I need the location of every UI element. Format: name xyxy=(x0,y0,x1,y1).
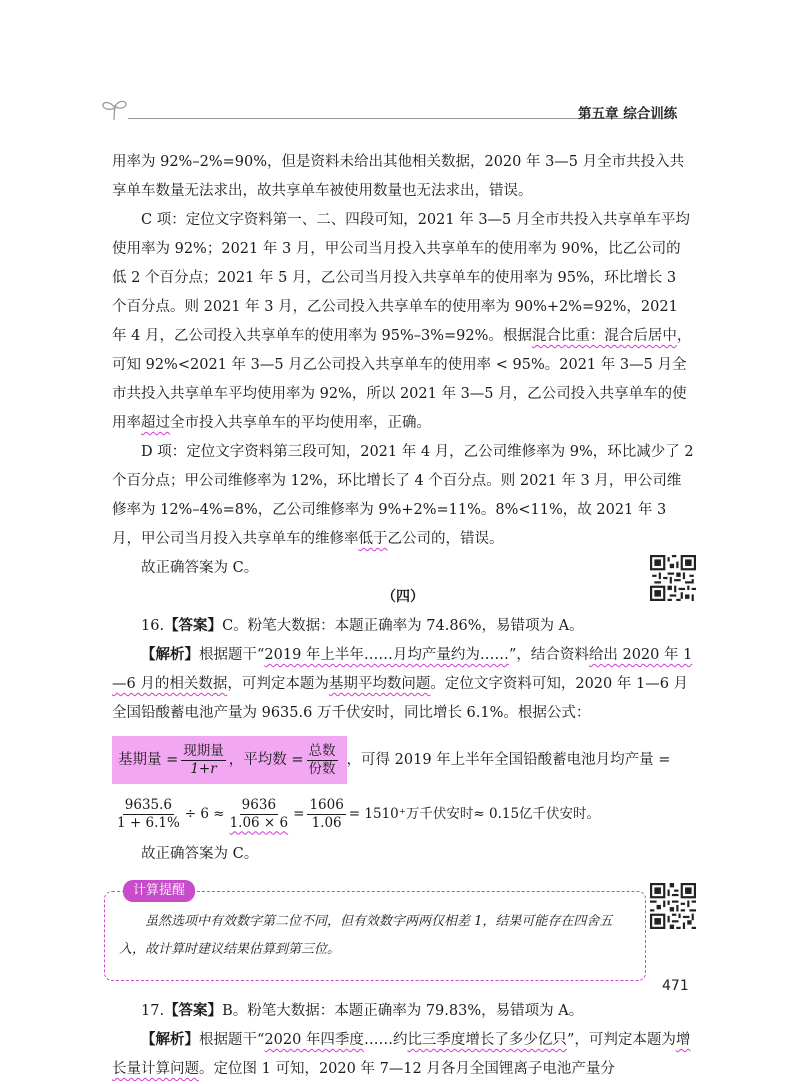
calc-operator: = xyxy=(293,805,305,822)
q16-analysis xyxy=(112,641,694,728)
paragraph-continued: 用率为 92%–2%=90%，但是资料未给出其他相关数据，2020 年 3—5 月全市共投入共享单车数量无法求出，故共享单车被使用数量也无法求出，错误。 xyxy=(112,154,685,199)
formula-highlight xyxy=(112,736,347,784)
calc-fraction-1 xyxy=(115,797,182,832)
sprout-icon xyxy=(100,96,130,122)
answer-conclusion: 故正确答案为 C。 xyxy=(141,846,259,862)
fraction-numerator: 总数 xyxy=(308,742,336,759)
underlined-phrase: 低于 xyxy=(358,531,388,547)
answer-text: B。粉笔大数据：本题正确率为 79.83%，易错项为 A。 xyxy=(222,1003,584,1019)
underlined-phrase: 混合比重：混合后居中 xyxy=(531,328,677,344)
fraction-numerator: 9636 xyxy=(241,796,277,813)
fraction-denominator: 1.06 × 6 xyxy=(229,814,289,831)
answer-tag: 【答案】 xyxy=(164,618,223,634)
fraction-denominator: 份数 xyxy=(308,760,336,777)
q16-answer xyxy=(112,612,694,641)
text-span: 全市投入共享单车的平均使用率，正确。 xyxy=(170,415,431,431)
answer-conclusion: 故正确答案为 C。 xyxy=(141,560,259,576)
calculation-reminder-box xyxy=(104,883,646,981)
text-span: ，可判定本题为 xyxy=(227,676,329,692)
reminder-label: 计算提醒 xyxy=(123,880,195,902)
text-span: 根据题干“ xyxy=(199,647,265,663)
answer-tag: 【答案】 xyxy=(164,1003,223,1019)
text-span: ，可知 92%<2021 年 3—5 月乙公司投入共享单车的使用率 < 95%。2021 年 3—5 月全市共投入共享单车平均使用率为 92%，所以 2021 年 3—5 月，乙公司投入共享单车的使用率 xyxy=(112,328,692,431)
underlined-phrase: 基期平均数问题 xyxy=(328,676,431,692)
fraction-denominator: 1+r xyxy=(190,760,217,777)
text-span: C 项：定位文字资料第一、二、四段可知，2021 年 3—5 月全市共投入共享单车平均使用率为 92%；2021 年 3 月，甲公司当月投入共享单车的使用率为 90%，比乙公司的低 2 个百分点；2021 年 5 月，乙公司当月投入共享单车的使用率为 95%，环比增长 3 个百分点。则 2021 年 3 月，乙公司投入共享单车的使用率为 90%+2%=92%，2021 年 4 月，乙公司投入共享单车的使用率为 95%–3%=92%。根据 xyxy=(112,212,690,344)
underlined-phrase: 超过 xyxy=(141,415,170,431)
paragraph-option-d xyxy=(112,438,694,554)
fraction-numerator: 现期量 xyxy=(183,742,224,759)
underlined-phrase: 2020 年四季度 xyxy=(264,1032,364,1048)
answer-text: C。粉笔大数据：本题正确率为 74.86%，易错项为 A。 xyxy=(222,618,584,634)
text-span: 乙公司的，错误。 xyxy=(387,531,504,547)
paragraph-option-c xyxy=(112,206,694,438)
running-header xyxy=(100,96,700,124)
analysis-tag: 【解析】 xyxy=(141,1032,199,1048)
base-formula-lhs: 基期量 = xyxy=(118,751,179,768)
text-span: ”，结合资料 xyxy=(508,647,589,663)
chapter-title: 第五章 综合训练 xyxy=(578,106,678,122)
text-span: D 项：定位文字资料第三段可知，2021 年 4 月，乙公司维修率为 9%，环比减少了 2 个百分点；甲公司维修率为 12%，环比增长了 4 个百分点。则 2021 年 3 月，甲公司维修率为 12%–4%=8%，乙公司维修率为 9%+2%=11%。8%<11%，故 2021 年 3 月，甲公司当月投入共享单车的维修率 xyxy=(112,444,694,547)
fraction-denominator: 1.06 xyxy=(311,814,342,831)
page-content xyxy=(112,148,694,1084)
formula-followup: ，可得 2019 年上半年全国铅酸蓄电池月均产量 = xyxy=(346,751,671,768)
base-formula-fraction xyxy=(181,743,226,778)
q17-analysis xyxy=(112,1026,694,1084)
formula-row xyxy=(112,734,694,786)
calc-operator: ÷ 6 ≈ xyxy=(184,805,225,822)
underlined-phrase: 2019 年上半年……月均产量约为…… xyxy=(264,647,509,663)
q17-answer xyxy=(112,997,694,1026)
text-span: 。定位文字资料可知，2020 年 1—6 月全国铅酸蓄电池产量为 9635.6 万千伏安时，同比增长 6.1%。根据公式： xyxy=(112,676,689,721)
underlined-phrase: 比三季度增长了多少亿只 xyxy=(407,1032,567,1048)
calc-fraction-2 xyxy=(228,797,291,832)
page-number: 471 xyxy=(662,978,689,994)
question-number: 17. xyxy=(141,1003,165,1019)
question-number: 16. xyxy=(141,618,165,634)
average-formula-fraction xyxy=(307,743,338,778)
analysis-tag: 【解析】 xyxy=(141,647,199,663)
fraction-numerator: 9635.6 xyxy=(124,796,173,813)
reminder-text: 虽然选项中有效数字第二位不同，但有效数字两两仅相差 1，结果可能存在四舍五入，故计算时建议结果估算到第三位。 xyxy=(119,914,613,957)
text-span: 根据题干“ xyxy=(199,1032,265,1048)
text-span: ……约 xyxy=(363,1032,408,1048)
underlined-phrase: 增长量计算问题 xyxy=(112,1032,691,1077)
text-span: 。定位图 1 可知，2020 年 7—12 月各月全国锂离子电池产量分 xyxy=(199,1061,615,1077)
fraction-numerator: 1606 xyxy=(309,796,344,813)
qr-code-icon[interactable] xyxy=(650,555,696,601)
calculation-row xyxy=(112,788,694,840)
formula-separator: ，平均数 = xyxy=(228,751,304,768)
calc-result: = 1510⁺万千伏安时≈ 0.15亿千伏安时。 xyxy=(348,805,601,822)
text-span: ”，可判定本题为 xyxy=(566,1032,676,1048)
qr-code-icon[interactable] xyxy=(650,883,696,929)
calc-fraction-3 xyxy=(307,797,345,832)
underlined-phrase: 给出 2020 年 1—6 月的相关数据 xyxy=(112,647,693,692)
fraction-denominator: 1 + 6.1% xyxy=(117,814,180,831)
section-title: （四） xyxy=(382,589,424,605)
